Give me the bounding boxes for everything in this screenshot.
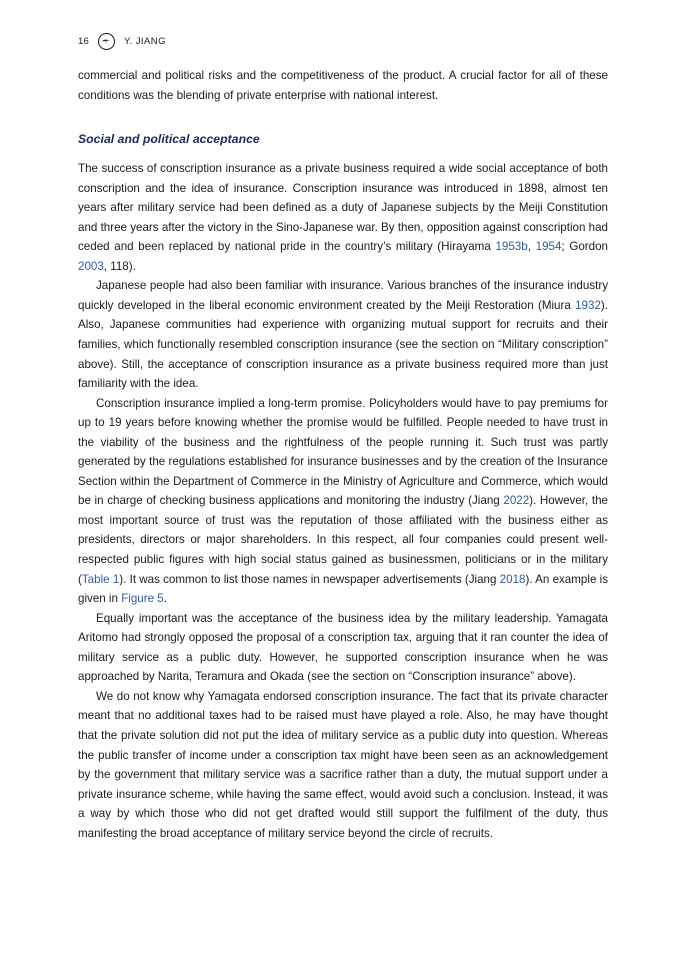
running-head-author: Y. JIANG: [123, 35, 166, 47]
publisher-logo-icon: [98, 33, 115, 50]
paragraph-1-text-a: The success of conscription insurance as a private business required a wide social acceptance of both conscription and the idea of insurance. Conscription insurance was introduced in 1898, almost ten years after military service had been defined as a duty of Japanese subjects by the Meiji Constitution and three years after the victory in the Sino-Japanese war. By then, opposition against conscription had ceded and been replaced by national pride in the country’s military (Hirayama: [78, 162, 608, 254]
section-heading: Social and political acceptance: [78, 132, 260, 147]
citation-link-miura-1932[interactable]: 1932: [575, 298, 601, 312]
paragraph-1-text-d: , 118).: [103, 259, 136, 273]
spacer-below-heading: [78, 147, 608, 159]
paragraph-5: [78, 687, 608, 843]
paragraph-3-text-b: ). However, the most important source of trust was the reputation of those affiliated with the business either as presidents, directors or major shareholders. In this respect, all four companies could present well-respected public figures with high social status gained as businessmen, politicians or in the military (: [78, 494, 609, 586]
paragraph-3-text-e: .: [163, 592, 167, 606]
paragraph-5-text: We do not know why Yamagata endorsed conscription insurance. The fact that its private character meant that no additional taxes had to be raised must have played a role. Also, he may have thought that the private solution did not put the idea of military service as a public duty into question. Whereas the public transfer of income under a conscription tax might have been seen as an acknowledgement by the government that military service was a sacrifice rather than a duty, the mutual support under a private insurance scheme, while having the same effect, would avoid such a conclusion. Instead, it was a way by which those who did not get drafted would still support the fulfilment of the duty, thus manifesting the broad acceptance of military service beyond the circle of recruits.: [78, 689, 608, 840]
page-number: 16: [78, 35, 89, 47]
citation-link-gordon-2003[interactable]: 2003: [78, 259, 104, 273]
paragraph-continued-text: commercial and political risks and the competitiveness of the product. A crucial factor for all of these conditions was the blending of private enterprise with national interest.: [78, 69, 608, 102]
figure-reference-link[interactable]: Figure 5: [121, 592, 164, 606]
paragraph-1: [78, 159, 608, 276]
paragraph-3-text-c: ). It was common to list those names in newspaper advertisements (Jiang: [119, 572, 500, 586]
paragraph-2-text-b: ). Also, Japanese communities had experience with organizing mutual support for recruits and their families, which functionally resembled conscription insurance (see the section on “Military conscription” above). Still, the acceptance of conscription insurance as a private business required more than just familiarity with the idea.: [78, 298, 608, 391]
paragraph-2-text-a: Japanese people had also been familiar with insurance. Various branches of the insurance industry quickly developed in the liberal economic environment created by the Meiji Restoration (Miura: [78, 279, 608, 312]
running-head: [78, 33, 166, 49]
citation-link-hirayama-1953b[interactable]: 1953b: [495, 240, 528, 254]
spacer-above-heading: [78, 105, 608, 131]
paragraph-2: [78, 276, 608, 393]
paragraph-1-text-b: ,: [527, 240, 536, 254]
paragraph-1-text-c: ; Gordon: [561, 240, 608, 254]
paragraph-3: [78, 394, 608, 609]
paragraph-3-text-d: ). An example is given in: [78, 572, 608, 606]
table-reference-link[interactable]: Table 1: [81, 572, 120, 586]
citation-link-jiang-2022[interactable]: 2022: [503, 494, 530, 508]
paragraph-3-text-a: Conscription insurance implied a long-term promise. Policyholders would have to pay premiums for up to 19 years before knowing whether the promise would be fulfilled. People needed to have trust in the viability of the business and the rightfulness of the people running it. Such trust was partly generated by the regulations established for insurance businesses and by the creation of the Insurance Section within the Department of Commerce in the Ministry of Agriculture and Commerce, which would be in charge of checking business applications and monitoring the industry (Jiang: [78, 396, 608, 508]
citation-link-jiang-2018[interactable]: 2018: [499, 572, 526, 586]
citation-link-hirayama-1954[interactable]: 1954: [535, 240, 562, 254]
body-column: [78, 66, 608, 843]
paragraph-continued: [78, 66, 608, 105]
paragraph-4-text: Equally important was the acceptance of the business idea by the military leadership. Yamagata Aritomo had strongly opposed the proposal of a conscription tax, arguing that it ran counter the idea of military service as a public duty. However, he supported conscription insurance when he was approached by Narita, Teramura and Okada (see the section on “Conscription insurance” above).: [78, 611, 608, 684]
paragraph-4: [78, 609, 608, 687]
